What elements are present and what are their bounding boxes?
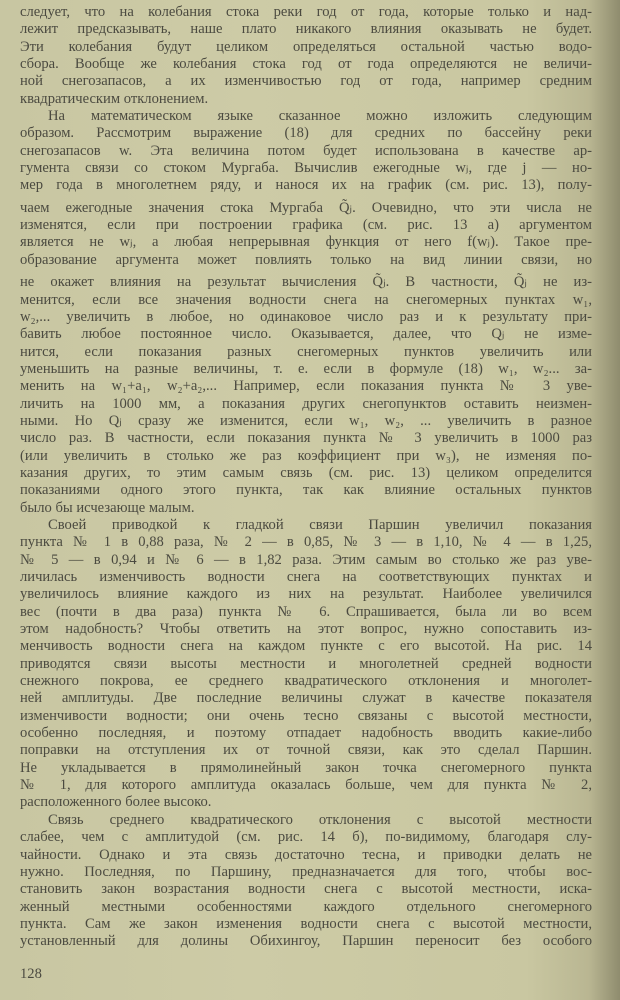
- text-line: личилась изменчивость водности снега на соответствующих пунктах и: [20, 569, 592, 585]
- text-line: следует, что на колебания стока реки год от года, которые только и над-: [20, 4, 592, 20]
- text-line: нится, если показания разных снегомерных пунктов увеличить или: [20, 343, 592, 360]
- text-line: личить на 1000 мм, а показания других снегопунктов оставить неизмен-: [20, 395, 592, 412]
- text-line: не окажет влияния на результат вычисления Q̃ⱼ. В частности, Q̃ⱼ не из-: [20, 274, 592, 291]
- text-line: менчивость водности снега на каждом пункте с его высотой. На рис. 14: [20, 638, 592, 655]
- text-line: расположенного более высоко.: [20, 794, 212, 811]
- text-line: ной снегозапасов, а их изменчивостью год от года, например средним: [20, 73, 592, 90]
- text-line: установленный для долины Обихингоу, Паршин переносит без особого: [20, 933, 592, 950]
- text-line: (или увеличить в столько же раз коэффициент при w₃), не изменяя по-: [20, 447, 592, 464]
- text-line: квадратическим отклонением.: [20, 90, 209, 107]
- text-line: w₂,... увеличить в любое, но одинаковое число раз и к результату при-: [20, 308, 592, 325]
- text-line: менить на w₁+a₁, w₂+a₂,... Например, если показания пункта № 3 уве-: [20, 378, 592, 395]
- text-line: увеличилось влияние каждого из них на результат. Наиболее увеличился: [20, 586, 592, 603]
- text-line: образование аргумента может повлиять только на вид линии связи, но: [20, 251, 592, 268]
- text-line: снежного покрова, ее среднего квадратического отклонения и многолет-: [20, 673, 592, 690]
- text-line: Эти колебания будут целиком определяться остальной частью водо-: [20, 38, 592, 55]
- text-line: гумента связи со стоком Мургаба. Вычислив ежегодные wⱼ, где j — но-: [20, 160, 592, 177]
- text-line: сбора. Вообще же колебания стока год от года определяются не величи-: [20, 56, 592, 73]
- text-line: было бы исчезающе малым.: [20, 499, 195, 516]
- text-line: На математическом языке сказанное можно изложить следующим: [48, 108, 592, 125]
- text-line: изменчивости водности; они очень тесно связаны с высотой местности,: [20, 707, 592, 724]
- text-line: лежит предсказывать, наше плато никакого влияния оказывать не будет.: [20, 21, 592, 38]
- text-line: бавить любое постоянное число. Оказывается, далее, что Qⱼ не изме-: [20, 326, 592, 343]
- text-line: поправки на отступления их от точной связи, как это сделал Паршин.: [20, 742, 592, 759]
- text-line: нужно. Последняя, по Паршину, предназначается для того, чтобы вос-: [20, 863, 592, 880]
- text-line: ней амплитуды. Две последние величины служат в качестве показателя: [20, 690, 592, 707]
- paragraph: [20, 4, 592, 108]
- text-line: пункта № 1 в 0,88 раза, № 2 — в 0,85, № 3 — в 1,10, № 4 — в 1,25,: [20, 534, 592, 551]
- text-line: уменьшить на разные величины, т. е. если в формуле (18) w₁, w₂... за-: [20, 360, 592, 377]
- text-line: Своей приводкой к гладкой связи Паршин увеличил показания: [48, 516, 592, 533]
- text-line: этом надобность? Чтобы ответить на этот вопрос, нужно сопоставить из-: [20, 621, 592, 638]
- text-line: число раз. В частности, если показания пункта № 3 увеличить в 1000 раз: [20, 430, 592, 447]
- text-line: показаниями одного этого пункта, так как влияние остальных пунктов: [20, 482, 592, 499]
- text-line: снегозапасов w. Эта величина потом будет использована в качестве ар-: [20, 142, 592, 159]
- text-line: становить закон возрастания водности снега с высотой местности, иска-: [20, 881, 592, 898]
- text-line: женный местными особенностями каждого отдельного снегомерного: [20, 898, 592, 915]
- text-line: Связь среднего квадратического отклонения с высотой местности: [48, 811, 592, 828]
- text-line: менится, если все значения водности снега на снегомерных пунктах w₁,: [20, 291, 592, 308]
- text-line: вес (почти в два раза) пункта № 6. Спрашивается, была ли во всем: [20, 603, 592, 620]
- text-line: изменятся, если при построении графика (см. рис. 13 a) аргументом: [20, 217, 592, 234]
- text-line: № 1, для которого амплитуда оказалась больше, чем для пункта № 2,: [20, 777, 592, 794]
- paragraph: [20, 812, 592, 951]
- text-line: пункта. Сам же закон изменения водности снега с высотой местности,: [20, 915, 592, 932]
- text-line: ными. Но Qⱼ сразу же изменится, если w₁, w₂, ... увеличить в разное: [20, 412, 592, 429]
- text-line: является не wⱼ, а любая непрерывная функция от него f(wⱼ). Такое пре-: [20, 234, 592, 251]
- page-text: [20, 4, 592, 951]
- text-line: слабее, чем с амплитудой (см. рис. 14 б), по-видимому, благодаря слу-: [20, 829, 592, 846]
- text-line: чаем ежегодные значения стока Мургаба Q̃ⱼ. Очевидно, что эти числа не: [20, 199, 592, 216]
- page-number: 128: [20, 966, 42, 982]
- text-line: мер года в многолетнем ряду, и нанося их на график (см. рис. 13), полу-: [20, 177, 592, 194]
- text-line: приводятся связи высоты местности и многолетней средней водности: [20, 655, 592, 672]
- paragraph: [20, 108, 592, 517]
- text-line: особенно последняя, и поэтому отпадает надобность вводить какие-либо: [20, 725, 592, 742]
- text-line: образом. Рассмотрим выражение (18) для средних по бассейну реки: [20, 125, 592, 142]
- text-line: казания других, то этим самым связь (см. рис. 13) целиком определится: [20, 464, 592, 481]
- text-line: № 5 — в 0,94 и № 6 — в 1,82 раза. Этим самым во столько же раз уве-: [20, 551, 592, 568]
- paragraph: [20, 517, 592, 812]
- text-line: чайности. Однако и эта связь достаточно тесна, и приводки делать не: [20, 846, 592, 863]
- text-line: Не укладывается в прямолинейный закон точка снегомерного пункта: [20, 759, 592, 776]
